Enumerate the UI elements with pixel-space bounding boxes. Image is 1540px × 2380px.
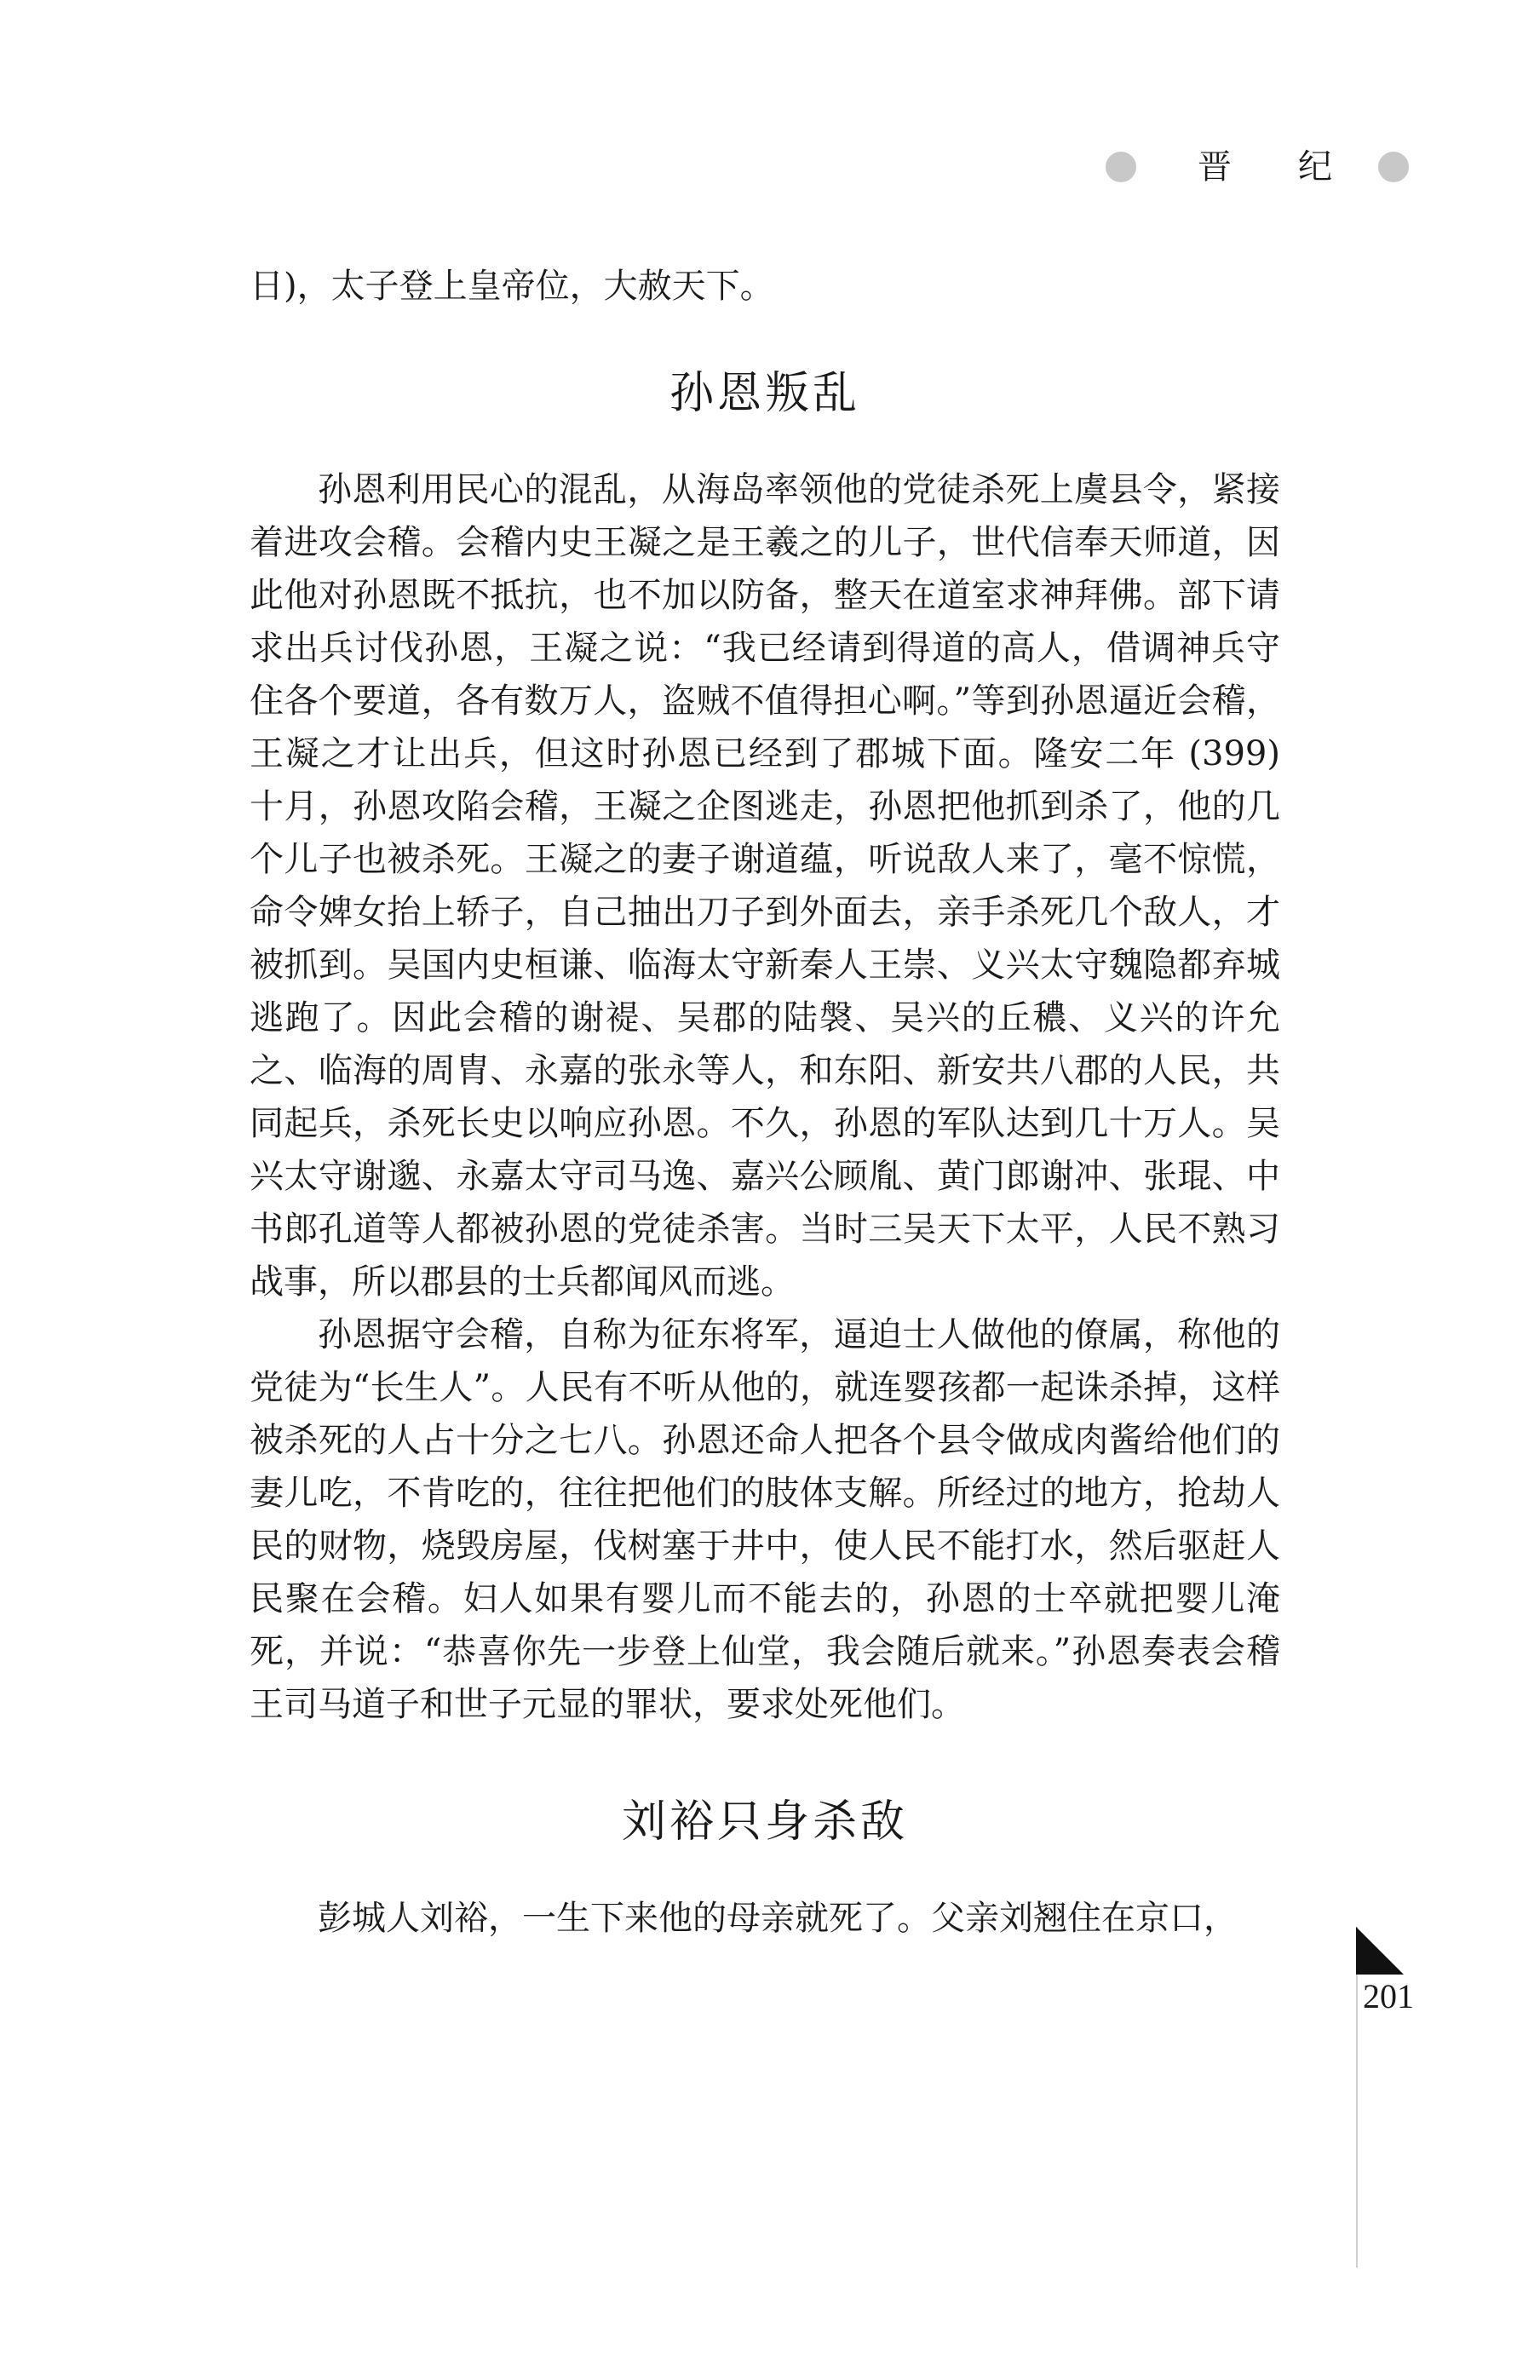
section-title-sun-en-rebellion: 孙恩叛乱 xyxy=(669,368,860,419)
page-body xyxy=(250,260,1280,1945)
right-dot-ornament xyxy=(1378,152,1409,182)
continuation-paragraph: 日)，太子登上皇帝位，大赦天下。 xyxy=(250,267,774,306)
section-title-liu-yu: 刘裕只身杀敌 xyxy=(621,1796,908,1848)
section1-paragraph-2: 孙恩据守会稽，自称为征东将军，逼迫士人做他的僚属，称他的党徒为“长生人”。人民有不听从他的，就连婴孩都一起诛杀掉，这样被杀死的人占十分之七八。孙恩还命人把各个县令做成肉酱给他们的妻儿吃，不肯吃的，往往把他们的肢体支解。所经过的地方，抢劫人民的财物，烧毁房屋，伐树塞于井中，使人民不能打水，然后驱赶人民聚在会稽。妇人如果有婴儿而不能去的，孙恩的士卒就把婴儿淹死，并说：“恭喜你先一步登上仙堂，我会随后就来。”孙恩奏表会稽王司马道子和世子元显的罪状，要求处死他们。 xyxy=(250,1315,1280,1724)
running-head-char-2: 纪 xyxy=(1298,147,1332,187)
section2-paragraph-1: 彭城人刘裕，一生下来他的母亲就死了。父亲刘翘住在京口， xyxy=(318,1899,1238,1938)
section1-paragraph-1: 孙恩利用民心的混乱，从海岛率领他的党徒杀死上虞县令，紧接着进攻会稽。会稽内史王凝之是王羲之的儿子，世代信奉天师道，因此他对孙恩既不抵抗，也不加以防备，整天在道室求神拜佛。部下请求出兵讨伐孙恩，王凝之说：“我已经请到得道的高人，借调神兵守住各个要道，各有数万人，盗贼不值得担心啊。”等到孙恩逼近会稽，王凝之才让出兵，但这时孙恩已经到了郡城下面。隆安二年 (399) 十月，孙恩攻陷会稽，王凝之企图逃走，孙恩把他抓到杀了，他的几个儿子也被杀死。王凝之的妻子谢道蕴，听说敌人来了，毫不惊慌，命令婢女抬上轿子，自己抽出刀子到外面去，亲手杀死几个敌人，才被抓到。吴国内史桓谦、临海太守新秦人王崇、义兴太守魏隐都弃城逃跑了。因此会稽的谢褆、吴郡的陆褩、吴兴的丘穠、义兴的许允之、临海的周胄、永嘉的张永等人，和东阳、新安共八郡的人民，共同起兵，杀死长史以响应孙恩。不久，孙恩的军队达到几十万人。吴兴太守谢邈、永嘉太守司马逸、嘉兴公顾胤、黄门郎谢冲、张琨、中书郎孔道等人都被孙恩的党徒杀害。当时三吴天下太平，人民不熟习战事，所以郡县的士兵都闻风而逃。 xyxy=(250,470,1280,1302)
margin-rule xyxy=(1356,1927,1358,2268)
running-head xyxy=(1106,143,1429,194)
running-head-char-1: 晋 xyxy=(1198,147,1232,187)
corner-triangle-marker xyxy=(1356,1927,1404,1975)
page-number: 201 xyxy=(1363,1977,1414,2015)
left-dot-ornament xyxy=(1106,152,1136,182)
